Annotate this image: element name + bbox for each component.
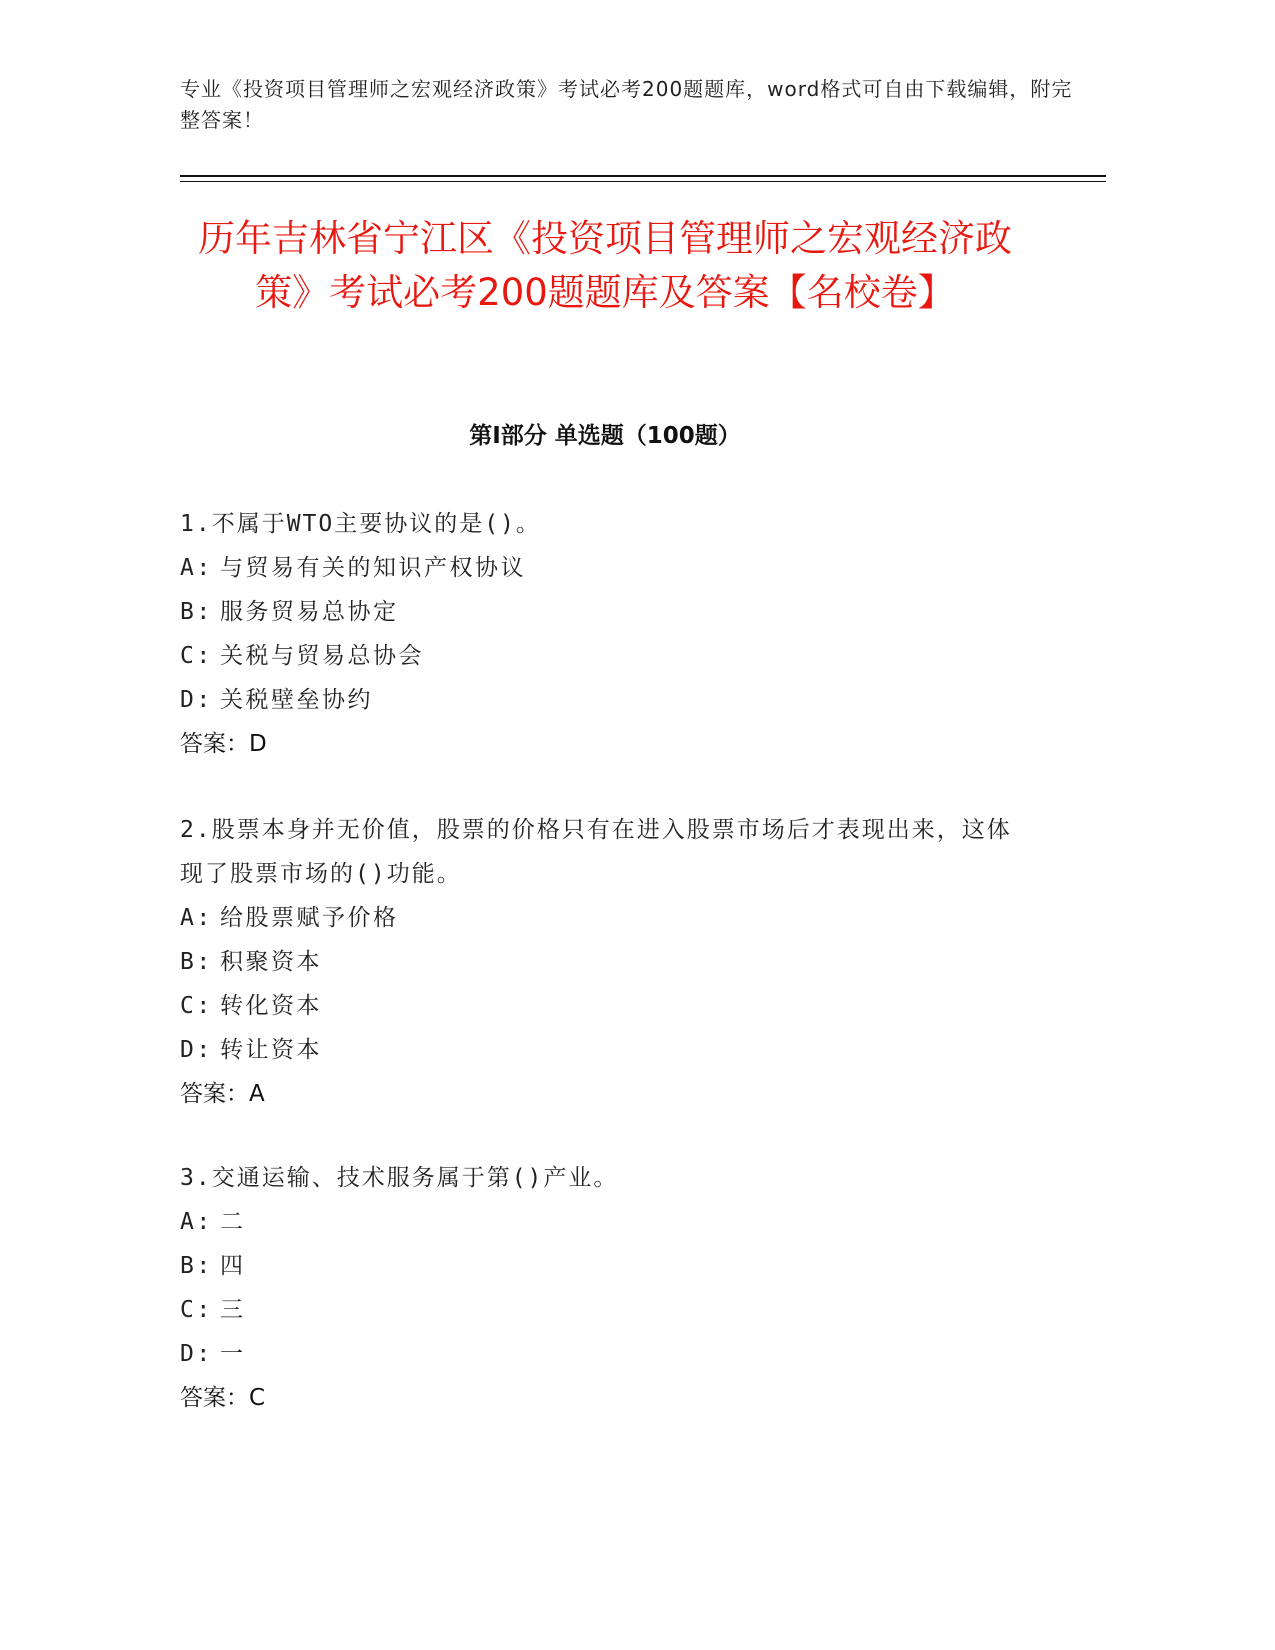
answer: 答案：A [180,1081,265,1107]
option-b [180,590,1060,634]
question-stem: 3.交通运输、技术服务属于第()产业。 [180,1165,619,1191]
option-text: 转让资本 [220,1037,322,1063]
option-a [180,896,1060,940]
option-text: 二 [220,1209,246,1235]
header-note: 专业《投资项目管理师之宏观经济政策》考试必考200题题库，word格式可自由下载编辑，附完整答案！ [180,77,1073,132]
option-b [180,940,1060,984]
option-text: 关税壁垒协约 [220,687,373,713]
section-title: 第I部分 单选题（100题） [469,423,741,449]
answer: 答案：C [180,1385,266,1411]
option-text: 一 [220,1341,246,1367]
option-letter: D: [180,1341,213,1367]
option-letter: A: [180,1209,213,1235]
question-1 [180,502,1060,766]
option-text: 服务贸易总协定 [220,599,399,625]
option-text: 转化资本 [220,993,322,1019]
option-c [180,1288,1060,1332]
option-d [180,678,1060,722]
answer: 答案：D [180,731,267,757]
option-letter: C: [180,1297,213,1323]
option-d [180,1332,1060,1376]
option-letter: A: [180,905,213,931]
option-letter: B: [180,599,213,625]
question-3 [180,1156,1060,1420]
option-c [180,634,1060,678]
header-rule-thick [180,175,1106,177]
question-2 [180,808,1060,1116]
option-text: 三 [220,1297,246,1323]
option-letter: B: [180,949,213,975]
question-stem: 1.不属于WTO主要协议的是()。 [180,511,541,537]
question-stem: 2.股票本身并无价值，股票的价格只有在进入股票市场后才表现出来，这体现了股票市场的()功能。 [180,817,1012,887]
option-letter: A: [180,555,213,581]
option-c [180,984,1060,1028]
option-text: 积聚资本 [220,949,322,975]
header-rule-thin [180,181,1106,182]
option-letter: C: [180,993,213,1019]
option-a [180,1200,1060,1244]
option-a [180,546,1060,590]
option-letter: C: [180,643,213,669]
option-letter: B: [180,1253,213,1279]
option-d [180,1028,1060,1072]
option-text: 四 [220,1253,246,1279]
document-title: 历年吉林省宁江区《投资项目管理师之宏观经济政策》考试必考200题题库及答案【名校卷】 [198,217,1012,314]
option-text: 关税与贸易总协会 [220,643,424,669]
option-b [180,1244,1060,1288]
option-letter: D: [180,687,213,713]
option-text: 给股票赋予价格 [220,905,399,931]
option-letter: D: [180,1037,213,1063]
option-text: 与贸易有关的知识产权协议 [220,555,526,581]
